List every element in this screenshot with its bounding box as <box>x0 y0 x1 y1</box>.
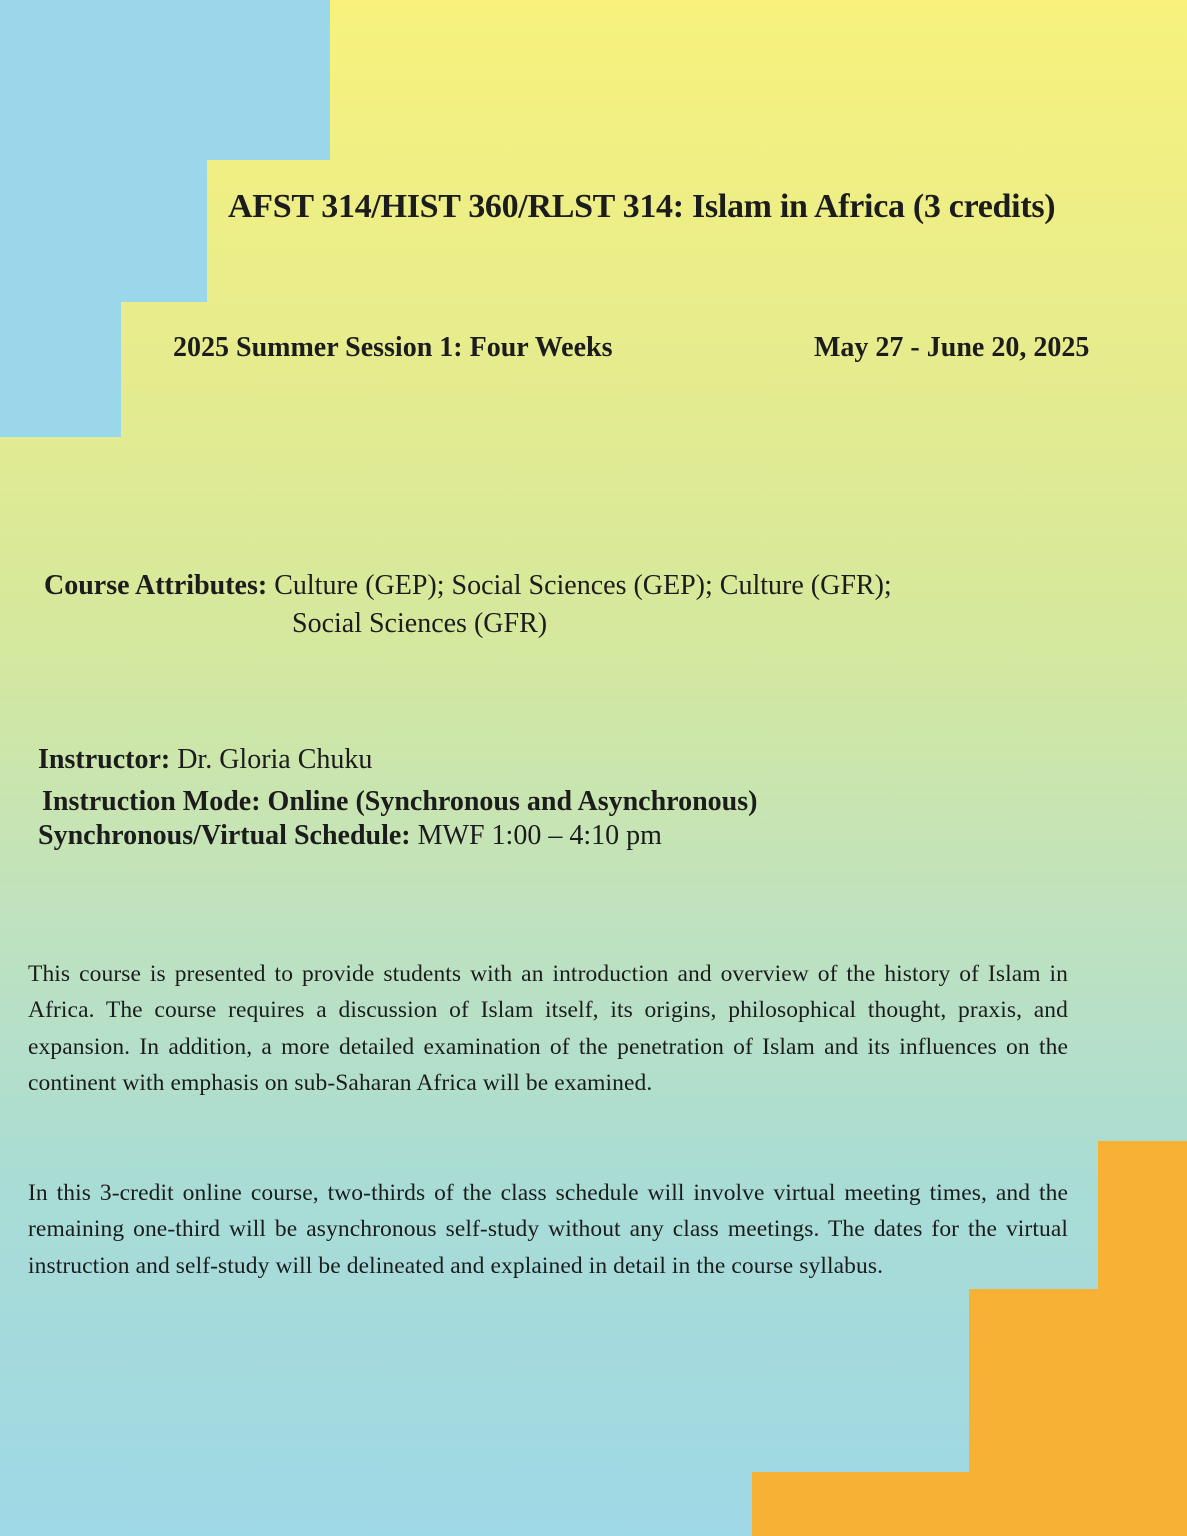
decor-blue-step-2 <box>0 160 207 302</box>
course-title: AFST 314/HIST 360/RLST 314: Islam in Africa (3 credits) <box>228 188 1056 225</box>
course-attributes-line1: Culture (GEP); Social Sciences (GEP); Culture (GFR); <box>274 570 892 601</box>
decor-orange-step-3 <box>752 1472 1187 1536</box>
decor-blue-step-3 <box>0 302 121 437</box>
virtual-schedule-value: MWF 1:00 – 4:10 pm <box>417 820 662 851</box>
decor-blue-step-1 <box>0 0 330 160</box>
instruction-mode: Instruction Mode: Online (Synchronous and Asynchronous) <box>42 786 758 817</box>
instructor-label: Instructor: <box>38 744 171 775</box>
description-paragraph-2: In this 3-credit online course, two-thirds of the class schedule will involve virtual meeting times, and the remaining one-third will be asynchronous self-study without any class meetings. The dates for the virtual instruction and self-study will be delineated and explained in detail in the course syllabus. <box>28 1180 1068 1279</box>
decor-orange-step-1 <box>1098 1141 1187 1289</box>
virtual-schedule <box>38 820 662 852</box>
instructor <box>38 744 372 776</box>
session-dates: May 27 - June 20, 2025 <box>814 332 1090 363</box>
instructor-name: Dr. Gloria Chuku <box>177 744 373 775</box>
course-attributes <box>44 570 892 602</box>
session-label: 2025 Summer Session 1: Four Weeks <box>173 332 613 363</box>
virtual-schedule-label: Synchronous/Virtual Schedule: <box>38 820 411 851</box>
course-attributes-label: Course Attributes: <box>44 570 268 601</box>
course-attributes-line2: Social Sciences (GFR) <box>292 608 548 639</box>
decor-orange-step-2 <box>969 1289 1187 1472</box>
description-paragraph-1: This course is presented to provide students with an introduction and overview of the history of Islam in Africa. The course requires a discussion of Islam itself, its origins, philosophical thought, praxis, and expansion. In addition, a more detailed examination of the penetration of Islam and its influences on the continent with emphasis on sub-Saharan Africa will be examined. <box>28 961 1068 1096</box>
